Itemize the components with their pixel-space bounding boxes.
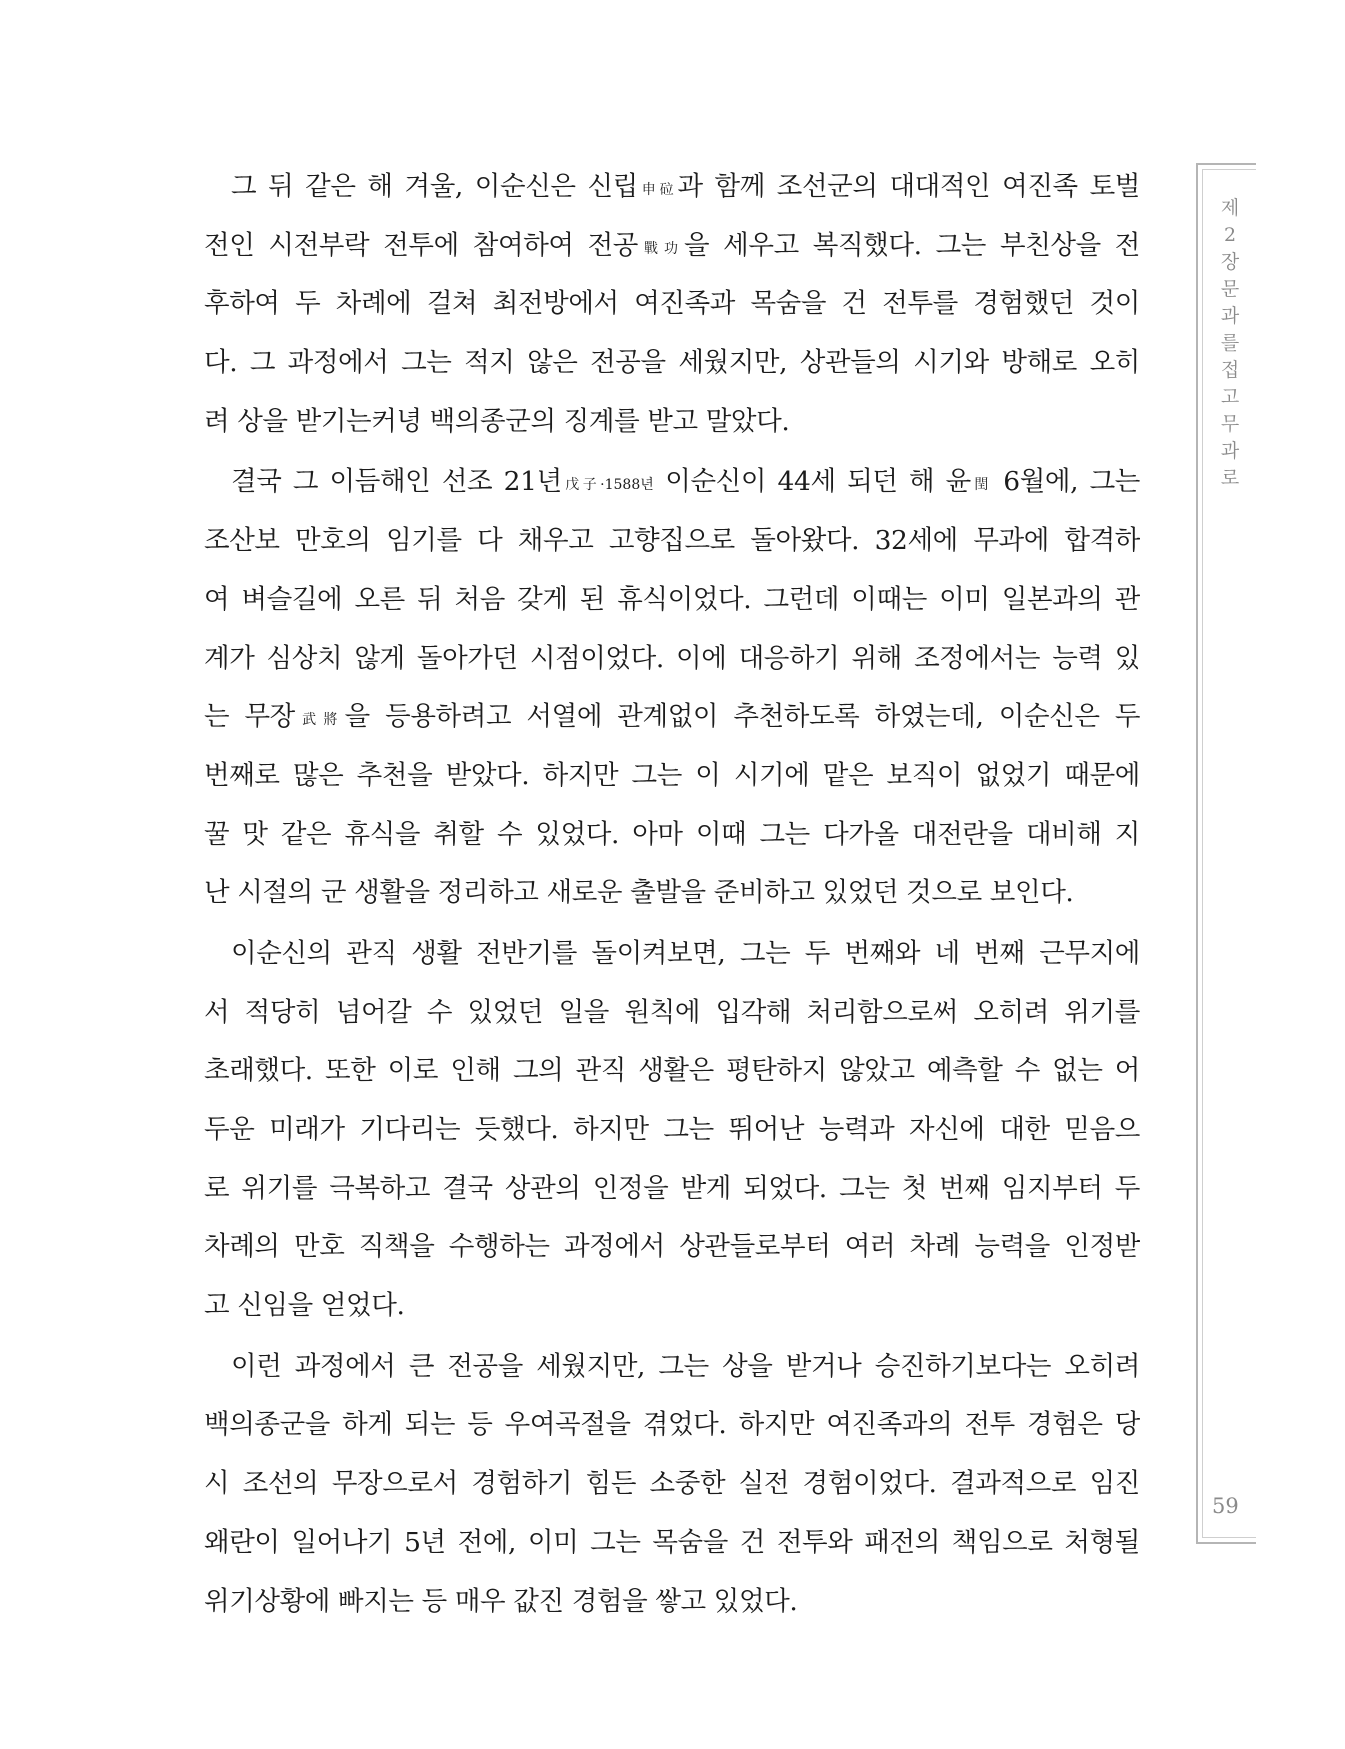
text-line [204, 1573, 1140, 1632]
chapter-label: 제2장 문과를 접고 무과로 [1220, 197, 1240, 489]
text-run: 전인 시전부락 전투에 참여하여 전공 [204, 229, 639, 261]
text-run: 고 신임을 얻었다. [204, 1290, 405, 1322]
text-run: 을 등용하려고 서열에 관계없이 추천하도록 하였는데, 이순신은 두 [344, 701, 1140, 733]
text-line [204, 1455, 1140, 1514]
text-run: 두운 미래가 기다리는 듯했다. 하지만 그는 뛰어난 능력과 자신에 대한 믿음으 [204, 1114, 1140, 1145]
paragraph-first-line [204, 158, 1140, 217]
text-run: 위기상황에 빠지는 등 매우 값진 경험을 쌓고 있었다. [204, 1585, 798, 1617]
text-line [204, 688, 1140, 747]
text-run: 을 세우고 복직했다. 그는 부친상을 전 [683, 229, 1140, 261]
text-run: 이런 과정에서 큰 전공을 세웠지만, 그는 상을 받거나 승진하기보다는 오히려 [231, 1350, 1140, 1382]
chapter-side-tab [1196, 163, 1256, 1544]
text-run: 조산보 만호의 임기를 다 채우고 고향집으로 돌아왔다. 32세에 무과에 합격하 [204, 525, 1140, 557]
text-line [204, 393, 1140, 452]
page-number: 59 [1212, 1494, 1239, 1518]
text-line [204, 1218, 1140, 1277]
hanja-annotation: 申砬 [637, 182, 678, 198]
text-run: 는 무장 [204, 701, 295, 733]
hanja-annotation: 武將 [294, 712, 345, 729]
hanja-annotation: 戰功 [638, 240, 684, 257]
text-run: 난 시절의 군 생활을 정리하고 새로운 출발을 준비하고 있었던 것으로 보인다. [204, 877, 1074, 909]
text-run: 다. 그 과정에서 그는 적지 않은 전공을 세웠지만, 상관들의 시기와 방해로 오히 [204, 347, 1140, 379]
text-run: 번째로 많은 추천을 받았다. 하지만 그는 이 시기에 맡은 보직이 없었기 때문에 [204, 759, 1140, 791]
paragraph-first-line [204, 1338, 1140, 1397]
text-run: 꿀 맛 같은 휴식을 취할 수 있었다. 아마 이때 그는 다가올 대전란을 대비해 지 [204, 818, 1140, 850]
text-line [204, 275, 1140, 334]
hanja-annotation: 戊子·1588년 [561, 477, 654, 494]
text-run: 서 적당히 넘어갈 수 있었던 일을 원칙에 입각해 처리함으로써 오히려 위기를 [204, 996, 1140, 1028]
body-text [204, 158, 1140, 1631]
text-run: 려 상을 받기는커녕 백의종군의 징계를 받고 말았다. [204, 405, 790, 437]
text-line [204, 512, 1140, 571]
text-run: 이순신이 44세 되던 해 윤 [653, 466, 971, 498]
text-line [204, 1042, 1140, 1101]
text-run: 시 조선의 무장으로서 경험하기 힘든 소중한 실전 경험이었다. 결과적으로 임진 [204, 1468, 1140, 1500]
text-line [204, 1101, 1140, 1160]
text-run: 결국 그 이듬해인 선조 21년 [231, 466, 562, 498]
text-line [204, 806, 1140, 865]
text-run: 그 뒤 같은 해 겨울, 이순신은 신립 [231, 171, 638, 202]
text-line [204, 630, 1140, 689]
text-line [204, 1277, 1140, 1336]
text-line [204, 1514, 1140, 1573]
text-run: 왜란이 일어나기 5년 전에, 이미 그는 목숨을 건 전투와 패전의 책임으로 처형될 [204, 1526, 1140, 1558]
text-run: 후하여 두 차례에 걸쳐 최전방에서 여진족과 목숨을 건 전투를 경험했던 것이 [204, 288, 1140, 320]
text-line [204, 1160, 1140, 1219]
text-line [204, 571, 1140, 630]
text-run: 여 벼슬길에 오른 뒤 처음 갖게 된 휴식이었다. 그런데 이때는 이미 일본과의 관 [204, 583, 1140, 615]
text-run: 백의종군을 하게 되는 등 우여곡절을 겪었다. 하지만 여진족과의 전투 경험은 당 [204, 1409, 1140, 1441]
text-run: 이순신의 관직 생활 전반기를 돌이켜보면, 그는 두 번째와 네 번째 근무지에 [231, 937, 1140, 969]
hanja-annotation: 閏 [970, 477, 992, 494]
text-run: 계가 심상치 않게 돌아가던 시점이었다. 이에 대응하기 위해 조정에서는 능력 있 [204, 642, 1140, 674]
text-run: 초래했다. 또한 이로 인해 그의 관직 생활은 평탄하지 않았고 예측할 수 없는 어 [204, 1055, 1140, 1087]
paragraph-first-line [204, 453, 1140, 512]
text-line [204, 864, 1140, 923]
text-run: 로 위기를 극복하고 결국 상관의 인정을 받게 되었다. 그는 첫 번째 임지부터 두 [204, 1172, 1140, 1204]
text-line [204, 1396, 1140, 1455]
text-line [204, 984, 1140, 1043]
text-run: 차례의 만호 직책을 수행하는 과정에서 상관들로부터 여러 차례 능력을 인정받 [204, 1231, 1140, 1263]
text-line [204, 334, 1140, 393]
text-run: 6월에, 그는 [991, 466, 1140, 498]
text-line [204, 747, 1140, 806]
paragraph-first-line [204, 925, 1140, 984]
text-run: 과 함께 조선군의 대대적인 여진족 토벌 [677, 171, 1140, 202]
text-line [204, 217, 1140, 276]
